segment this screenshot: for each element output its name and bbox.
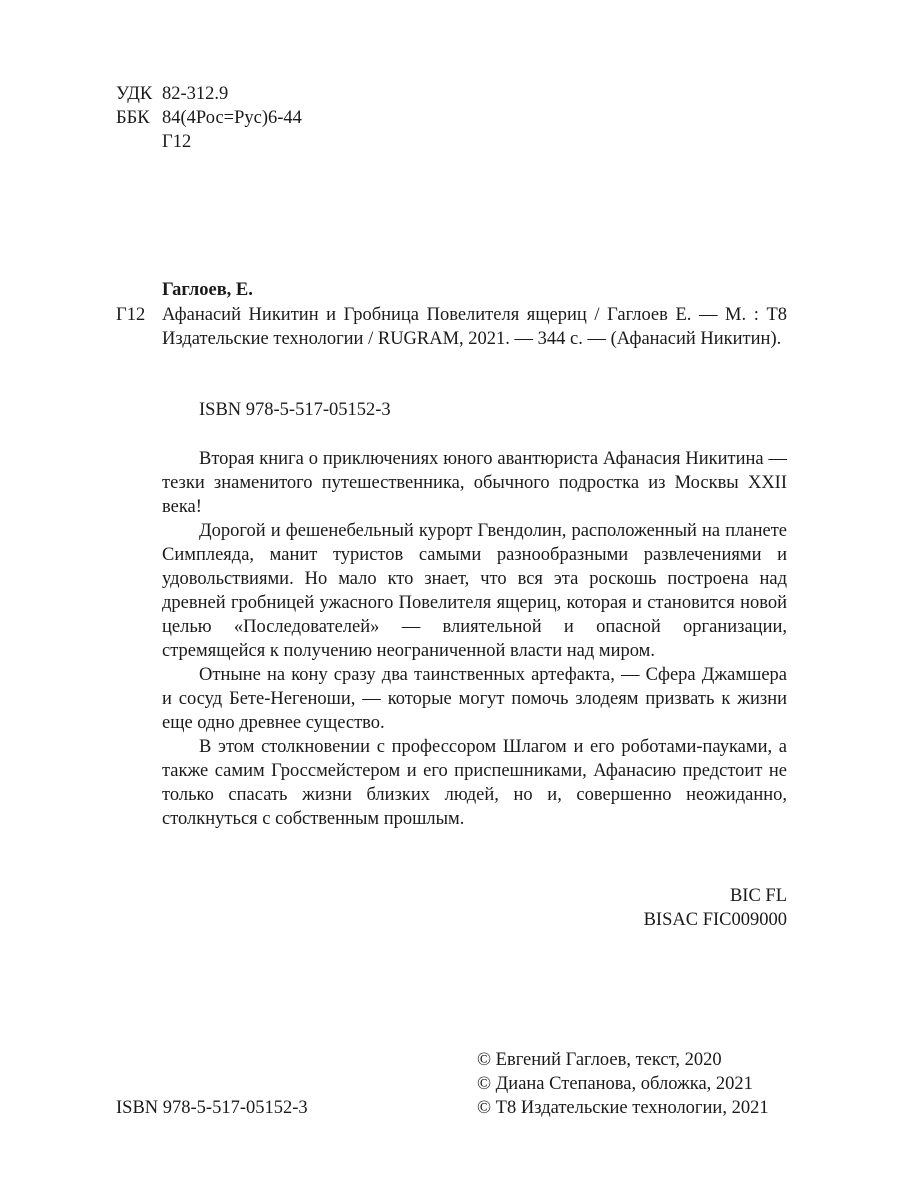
copyright-line: © Т8 Издательские технологии, 2021 xyxy=(477,1098,769,1118)
author-heading: Гаглоев, Е. xyxy=(162,280,253,300)
annotation-paragraph: В этом столкновении с профессором Шлагом и его роботами-пауками, а также самим Гроссмейстером и его приспешниками, Афанасию предстоит не только спасать жизни близких людей, но и, совершенно неожиданно, столкнуться с собственным прошлым. xyxy=(162,737,787,829)
bic-code: BIC FL xyxy=(729,886,787,906)
udk-label: УДК xyxy=(116,84,153,104)
subject-codes xyxy=(644,884,787,932)
bisac-code: BISAC FIC009000 xyxy=(643,910,787,930)
isbn-bottom: ISBN 978-5-517-05152-3 xyxy=(116,1098,308,1118)
bbk-value: 84(4Рос=Рус)6-44 xyxy=(162,108,302,128)
udk-row xyxy=(116,82,302,106)
copyright-block xyxy=(477,1048,769,1120)
author-sign-row xyxy=(116,130,302,154)
copyright-line: © Диана Степанова, обложка, 2021 xyxy=(477,1074,753,1094)
record-index: Г12 xyxy=(116,305,146,325)
annotation xyxy=(162,447,787,831)
bbk-row xyxy=(116,106,302,130)
annotation-paragraph: Дорогой и фешенебельный курорт Гвендолин, расположенный на планете Симплеяда, манит туристов самыми разнообразными развлечениями и удовольствиями. Но мало кто знает, что вся эта роскошь построена над древней гробницей ужасного Повелителя ящериц, которая и становится новой целью «Последователей» — влиятельной и опасной организации, стремящейся к получению неограниченной власти над миром. xyxy=(162,521,787,661)
bibliographic-description: Афанасий Никитин и Гробница Повелителя ящериц / Гаглоев Е. — М. : Т8 Издательские технологии / RUGRAM, 2021. — 344 с. — (Афанасий Никитин). xyxy=(162,305,787,349)
bbk-label: ББК xyxy=(116,108,150,128)
copyright-line: © Евгений Гаглоев, текст, 2020 xyxy=(477,1050,722,1070)
author-sign: Г12 xyxy=(162,132,192,152)
isbn-main: ISBN 978-5-517-05152-3 xyxy=(199,400,391,420)
classification-codes xyxy=(116,82,302,154)
annotation-paragraph: Отныне на кону сразу два таинственных артефакта, — Сфера Джамшера и сосуд Бете-Негеноши, — которые могут помочь злодеям призвать к жизни еще одно древнее существо. xyxy=(162,665,787,733)
udk-value: 82-312.9 xyxy=(162,84,229,104)
annotation-paragraph: Вторая книга о приключениях юного авантюриста Афанасия Никитина — тезки знаменитого путешественника, обычного подростка из Москвы XXII века! xyxy=(162,449,787,517)
